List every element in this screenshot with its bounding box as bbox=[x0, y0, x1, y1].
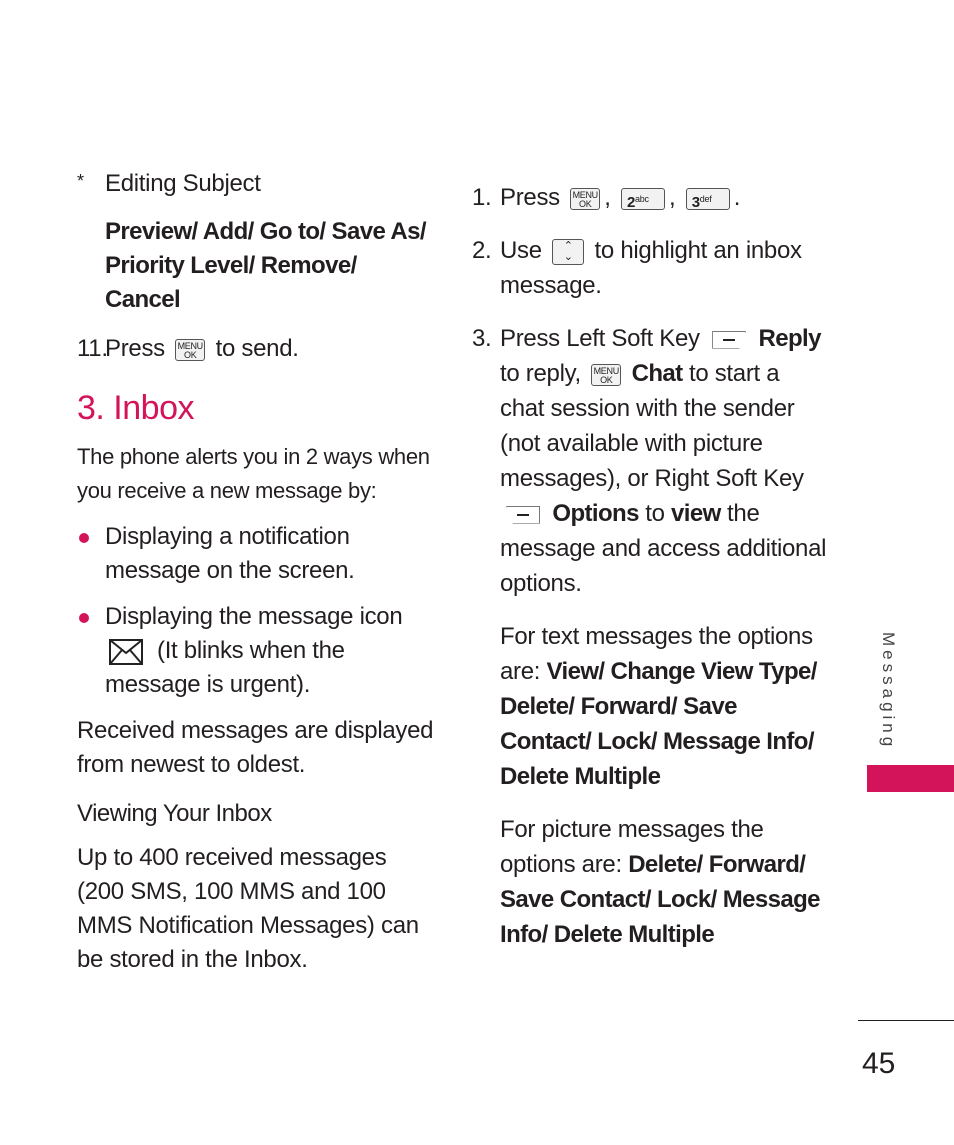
text-options-list: View/ Change View Type/ Delete/ Forward/ Save Contact/ Lock/ Message Info/ Delete Multiple bbox=[500, 658, 817, 790]
menu-key-top-label: MENU bbox=[177, 340, 203, 351]
key-3-icon bbox=[686, 188, 730, 210]
menu-key-bottom-label: OK bbox=[600, 374, 613, 385]
key-2-icon bbox=[621, 188, 665, 210]
right-soft-key-icon bbox=[506, 506, 540, 524]
footer-rule bbox=[858, 1020, 954, 1021]
picture-options-intro: For picture messages the options are: bbox=[500, 816, 764, 878]
step-3-text-c: to start a chat session with the sender (not available with picture messages), or Right Soft Key bbox=[500, 360, 804, 492]
step-2 bbox=[472, 233, 827, 303]
step-11-number: 11. bbox=[77, 335, 108, 362]
step-11-press: Press bbox=[105, 335, 165, 362]
menu-key-bottom-label: OK bbox=[579, 198, 592, 209]
picture-message-options bbox=[472, 812, 827, 952]
edit-options bbox=[77, 215, 437, 317]
editing-subject-text: Editing Subject bbox=[105, 170, 261, 197]
received-order-text: Received messages are displayed from newest to oldest. bbox=[77, 717, 434, 778]
picture-options-list: Delete/ Forward/ Save Contact/ Lock/ Message Info/ Delete Multiple bbox=[500, 851, 820, 948]
page-number: 45 bbox=[862, 1047, 896, 1080]
key-2-digit: 2 bbox=[626, 193, 636, 211]
bullet-message-icon-text-b: (It blinks when the message is urgent). bbox=[105, 637, 345, 698]
menu-key-bottom-label: OK bbox=[184, 349, 197, 360]
step-3-chat: Chat bbox=[631, 360, 683, 387]
step-1-separator-2: , bbox=[668, 184, 676, 211]
step-1-number: 1. bbox=[472, 184, 492, 211]
key-2-letters: abc bbox=[635, 193, 649, 204]
right-column bbox=[472, 180, 827, 952]
text-message-options bbox=[472, 619, 827, 794]
section-title: 3. Inbox bbox=[77, 389, 194, 427]
step-3-text-e: the message and access additional options. bbox=[500, 500, 827, 597]
side-section-tab bbox=[867, 765, 954, 792]
step-2-use: Use bbox=[500, 237, 542, 264]
viewing-inbox-heading: Viewing Your Inbox bbox=[77, 800, 272, 827]
left-soft-key-icon bbox=[712, 331, 746, 349]
step-3-number: 3. bbox=[472, 325, 492, 352]
text-options-intro: For text messages the options are: bbox=[500, 623, 813, 685]
step-1-end: . bbox=[733, 184, 741, 211]
bullet-notification-text: Displaying a notification message on the screen. bbox=[105, 523, 355, 584]
intro-text: The phone alerts you in 2 ways when you receive a new message by: bbox=[77, 444, 430, 503]
menu-key-top-label: MENU bbox=[572, 189, 598, 200]
step-2-number: 2. bbox=[472, 237, 492, 264]
step-1-separator: , bbox=[604, 184, 611, 211]
menu-ok-key-icon bbox=[591, 364, 621, 386]
step-11-rest: to send. bbox=[215, 335, 299, 362]
step-2-rest: to highlight an inbox message. bbox=[500, 237, 802, 299]
editing-subject-item bbox=[77, 166, 437, 201]
step-1-press: Press bbox=[500, 184, 560, 211]
envelope-icon bbox=[109, 639, 143, 665]
step-3-text-a: Press Left Soft Key bbox=[500, 325, 700, 352]
edit-options-text: Preview/ Add/ Go to/ Save As/ Priority Level/ Remove/ Cancel bbox=[105, 218, 426, 313]
step-3-view: view bbox=[671, 500, 721, 527]
step-11 bbox=[77, 331, 437, 366]
menu-ok-key-icon bbox=[175, 339, 205, 361]
step-3-options: Options bbox=[552, 500, 639, 527]
side-section-label: Messaging bbox=[879, 632, 898, 751]
nav-down-glyph: ⌄ bbox=[563, 250, 573, 263]
step-1 bbox=[472, 180, 827, 215]
menu-ok-key-icon bbox=[570, 188, 600, 210]
menu-key-top-label: MENU bbox=[593, 365, 619, 376]
step-3-text-d: to bbox=[645, 500, 665, 527]
left-column bbox=[77, 166, 437, 977]
key-3-digit: 3 bbox=[691, 193, 700, 211]
step-3-reply: Reply bbox=[758, 325, 821, 352]
key-3-letters: def bbox=[699, 193, 712, 204]
storage-text: Up to 400 received messages (200 SMS, 100 MMS and 100 MMS Notification Messages) can be stored in the Inbox. bbox=[77, 844, 419, 973]
step-3 bbox=[472, 321, 827, 601]
nav-up-glyph: ⌃ bbox=[563, 239, 573, 252]
bullet-message-icon bbox=[77, 600, 437, 702]
bullet-notification bbox=[77, 520, 437, 588]
step-3-text-b: to reply, bbox=[500, 360, 581, 387]
nav-key-icon bbox=[552, 239, 584, 265]
bullet-message-icon-text-a: Displaying the message icon bbox=[105, 603, 403, 630]
